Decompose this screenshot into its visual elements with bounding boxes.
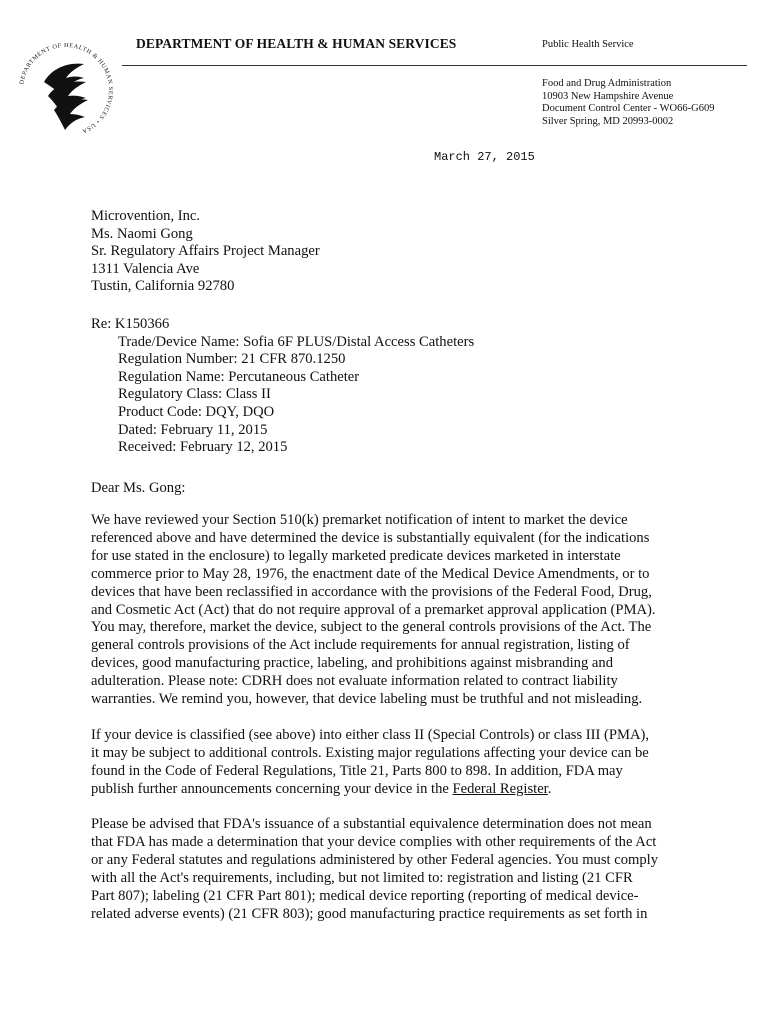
department-heading: DEPARTMENT OF HEALTH & HUMAN SERVICES [136,36,457,51]
paragraph-line: that FDA has made a determination that your device complies with other requirements of the Act [91,833,657,850]
paragraph-2 [91,727,731,799]
paragraph-line: with all the Act's requirements, including, but not limited to: registration and listing (21 CFR [91,869,633,886]
fda-address-line: 10903 New Hampshire Avenue [542,90,674,102]
federal-register-link[interactable]: Federal Register [452,780,548,797]
paragraph-line: referenced above and have determined the device is substantially equivalent (for the indications [91,529,650,546]
paragraph-line: commerce prior to May 28, 1976, the enactment date of the Medical Device Amendments, or to [91,565,650,582]
paragraph-text: . [547,780,552,797]
recipient-line: Microvention, Inc. [91,208,201,224]
paragraph-line: or any Federal statutes and regulations administered by other Federal agencies. You must comply [91,851,658,868]
reference-line: Trade/Device Name: Sofia 6F PLUS/Distal Access Catheters [118,333,475,350]
recipient-address [91,208,320,296]
fda-address-line: Document Control Center - WO66-G609 [542,103,715,115]
reference-line: Dated: February 11, 2015 [118,421,268,438]
paragraph-line: warranties. We remind you, however, that device labeling must be truthful and not misleading. [91,691,643,708]
paragraph-1 [91,512,731,709]
fda-address-line: Silver Spring, MD 20993-0002 [542,115,674,127]
paragraph-text: publish further announcements concerning your device in the [91,780,453,797]
paragraph-line: Part 807); labeling (21 CFR Part 801); medical device reporting (reporting of medical device- [91,887,639,904]
seal-ring-text: DEPARTMENT OF HEALTH & HUMAN SERVICES • USA [18,41,115,135]
salutation: Dear Ms. Gong: [91,480,186,496]
paragraph-line: devices, good manufacturing practice, labeling, and prohibitions against misbranding and [91,655,613,672]
fda-address [542,78,714,128]
paragraph-3 [91,816,731,923]
paragraph-line: found in the Code of Federal Regulations, Title 21, Parts 800 to 898. In addition, FDA may [91,762,623,779]
paragraph-line [91,781,731,799]
paragraph-line: related adverse events) (21 CFR 803); good manufacturing practice requirements as set forth in [91,905,648,922]
paragraph-line: devices that have been reclassified in accordance with the provisions of the Federal Food, Drug, [91,583,652,600]
recipient-line: 1311 Valencia Ave [91,260,200,277]
paragraph-line: adulteration. Please note: CDRH does not evaluate information related to contract liability [91,673,618,690]
paragraph-line: We have reviewed your Section 510(k) premarket notification of intent to market the device [91,512,628,528]
paragraph-line: and Cosmetic Act (Act) that do not require approval of a premarket approval application (PMA). [91,601,656,618]
eagle-profiles-icon [44,64,88,130]
public-health-service-label: Public Health Service [542,39,634,50]
recipient-line: Sr. Regulatory Affairs Project Manager [91,243,320,260]
reference-line: Regulation Number: 21 CFR 870.1250 [118,351,346,368]
reference-line: Received: February 12, 2015 [118,439,288,456]
hhs-seal-logo [14,38,118,142]
paragraph-line: If your device is classified (see above) into either class II (Special Controls) or class III (PMA), [91,727,650,743]
header-divider [122,65,747,66]
reference-line: Regulatory Class: Class II [118,386,271,403]
recipient-line: Ms. Naomi Gong [91,225,193,242]
reference-number: Re: K150366 [91,316,170,332]
paragraph-line: general controls provisions of the Act include requirements for annual registration, listing of [91,637,630,654]
reference-line: Regulation Name: Percutaneous Catheter [118,368,360,385]
paragraph-line: for use stated in the enclosure) to legally marketed predicate devices marketed in interstate [91,547,621,564]
letter-date: March 27, 2015 [434,150,535,164]
reference-line: Product Code: DQY, DQO [118,403,275,420]
reference-block [91,316,474,457]
paragraph-line: You may, therefore, market the device, subject to the general controls provisions of the Act. The [91,619,652,636]
paragraph-line: Please be advised that FDA's issuance of a substantial equivalence determination does not mean [91,816,652,832]
recipient-line: Tustin, California 92780 [91,278,235,295]
paragraph-line: it may be subject to additional controls. Existing major regulations affecting your device can be [91,744,649,761]
fda-address-line: Food and Drug Administration [542,78,672,89]
